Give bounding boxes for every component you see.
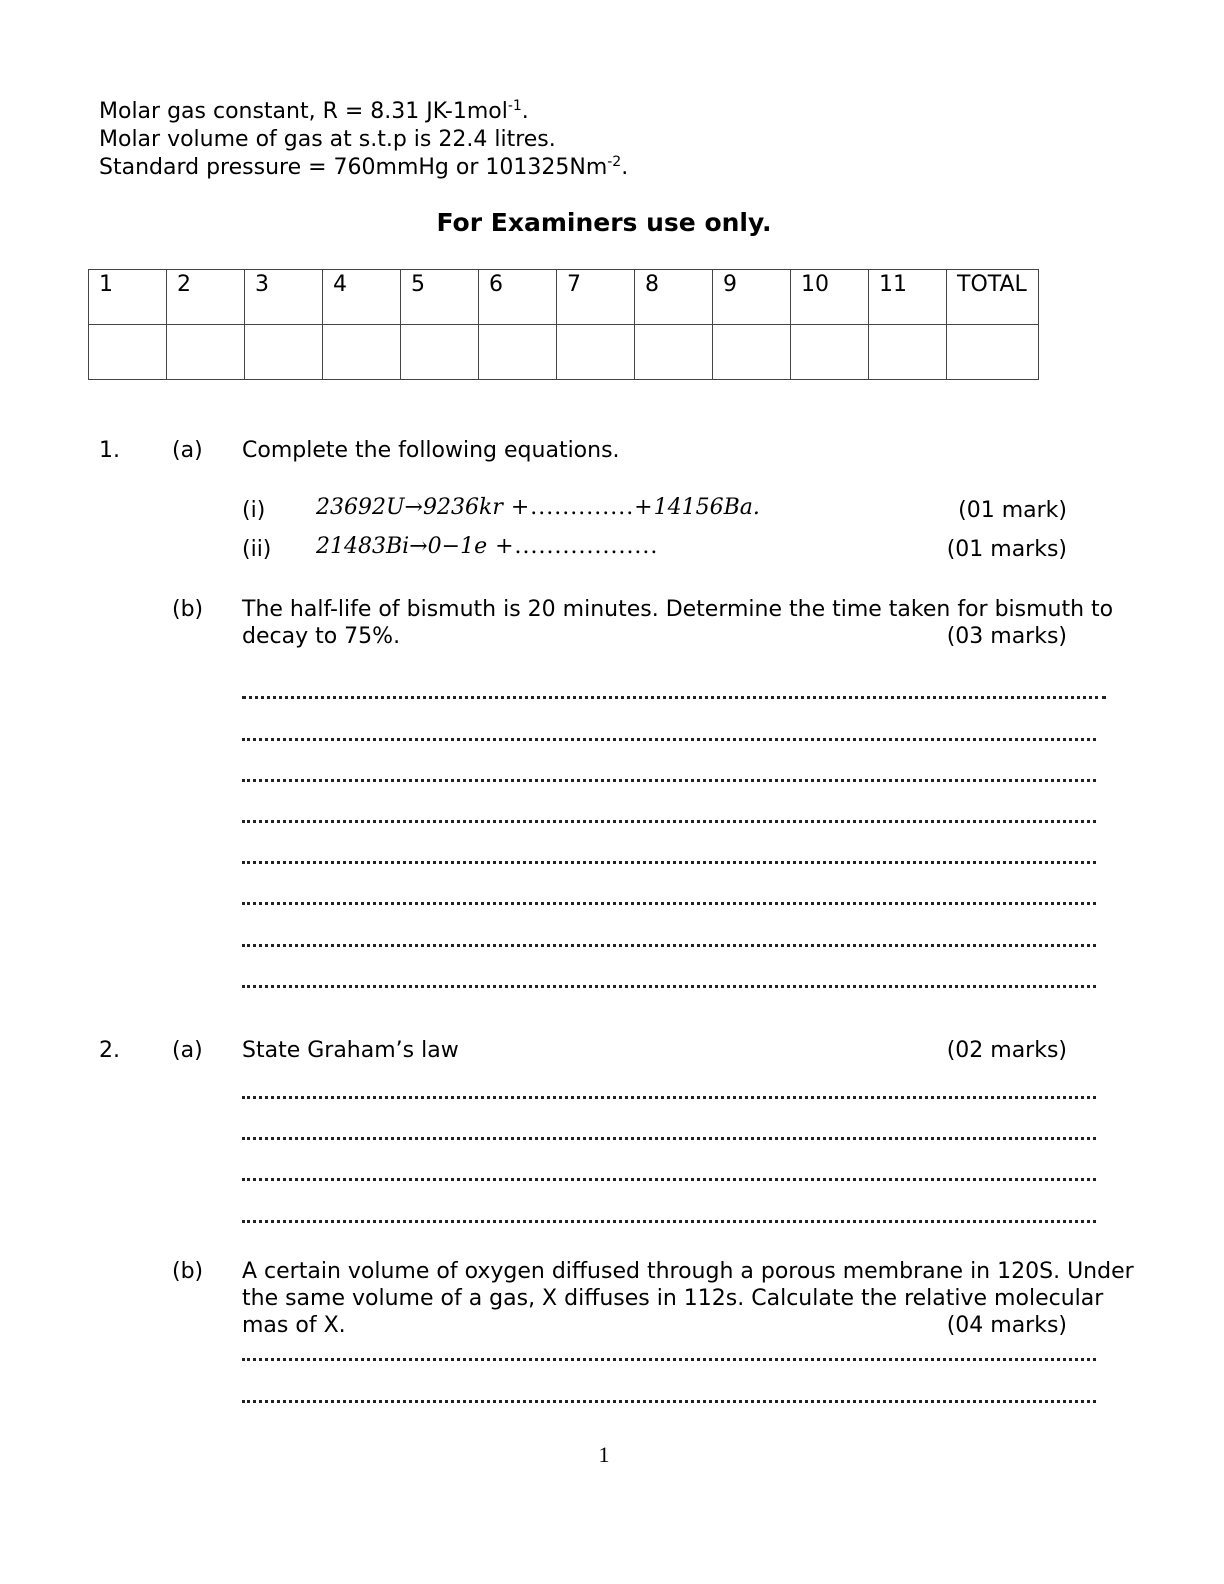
question-2b-text-line2: the same volume of a gas, X diffuses in 112s. Calculate the relative molecular [242,1286,1104,1311]
answer-line[interactable] [242,944,1096,947]
marks-score-cell[interactable] [713,325,791,380]
marks-header-row [89,270,1039,325]
equation-ii [316,534,658,559]
answer-line[interactable] [242,1400,1096,1403]
electron-numbers [428,534,474,559]
uranium-atomic: 92 [358,495,386,520]
bismuth-mass: 214 [316,534,358,559]
marks-score-cell[interactable] [401,325,479,380]
equation-ii-blank[interactable]: +.................. [487,534,659,559]
answer-line[interactable] [242,696,1106,699]
question-2a-label: (a) [172,1038,203,1063]
answer-line[interactable] [242,902,1096,905]
question-1a-text: Complete the following equations. [242,438,620,463]
krypton-atomic: 36 [450,495,479,520]
barium-numbers [654,495,724,520]
marks-col-header: 5 [401,270,479,325]
uranium-numbers [316,495,386,520]
question-2b-marks: (04 marks) [946,1313,1067,1338]
answer-line[interactable] [242,1178,1096,1181]
question-2-number: 2. [99,1038,120,1063]
marks-col-header: 11 [869,270,947,325]
answer-line[interactable] [242,985,1096,988]
marks-score-cell[interactable] [323,325,401,380]
answer-line[interactable] [242,779,1096,782]
marks-score-cell[interactable] [791,325,869,380]
marks-col-header: 10 [791,270,869,325]
standard-pressure-sup: -2 [607,154,622,170]
answer-line[interactable] [242,1137,1096,1140]
question-1a-ii-marks: (01 marks) [946,537,1067,562]
question-2a-text: State Graham’s law [242,1038,459,1063]
electron-atomic: −1 [441,534,475,559]
answer-line[interactable] [242,1358,1096,1361]
marks-col-header: 2 [167,270,245,325]
krypton-symbol: kr [478,495,503,520]
krypton-mass: 92 [422,495,451,520]
question-1b-text-line2: decay to 75%. [242,624,401,649]
question-1a-label: (a) [172,438,203,463]
marks-score-cell[interactable] [479,325,557,380]
equation-i [316,495,760,520]
answer-line[interactable] [242,861,1096,864]
uranium-symbol: U→ [386,495,423,520]
answer-line[interactable] [242,820,1096,823]
electron-symbol: e [474,534,488,559]
question-1b-text-line1: The half-life of bismuth is 20 minutes. Determine the time taken for bismuth to [242,597,1114,622]
standard-pressure-text: Standard pressure = 760mmHg or 101325Nm [99,155,608,180]
bismuth-numbers [316,534,386,559]
answer-line[interactable] [242,738,1096,741]
barium-mass: 141 [653,495,696,520]
question-1b-label: (b) [172,597,204,622]
marks-score-row [89,325,1039,380]
marks-score-cell[interactable] [167,325,245,380]
marks-col-header: 7 [557,270,635,325]
question-2b-text-line3: mas of X. [242,1313,346,1338]
krypton-numbers [423,495,479,520]
bismuth-symbol: Bi→ [386,534,428,559]
marks-score-cell[interactable] [245,325,323,380]
marks-col-header: 6 [479,270,557,325]
marks-col-header: 8 [635,270,713,325]
answer-line[interactable] [242,1096,1096,1099]
uranium-mass: 236 [316,495,358,520]
examiner-marks-table [88,269,1039,380]
electron-mass: 0 [427,534,442,559]
constant-gas-text: Molar gas constant, R = 8.31 JK-1mol [99,99,508,124]
question-1a-ii-label: (ii) [242,537,272,562]
constant-gas-end: . [521,99,529,124]
marks-col-header-total: TOTAL [947,270,1039,325]
examiner-heading: For Examiners use only. [436,208,772,237]
marks-score-cell-total[interactable] [947,325,1039,380]
barium-atomic: 56 [695,495,724,520]
marks-col-header: 3 [245,270,323,325]
marks-score-cell[interactable] [557,325,635,380]
question-1a-i-label: (i) [242,498,266,523]
barium-symbol: Ba. [723,495,760,520]
question-2a-marks: (02 marks) [946,1038,1067,1063]
question-2b-text-line1: A certain volume of oxygen diffused through a porous membrane in 120S. Under [242,1259,1134,1284]
marks-score-cell[interactable] [869,325,947,380]
marks-score-cell[interactable] [635,325,713,380]
standard-pressure-end: . [621,155,629,180]
bismuth-atomic: 83 [358,534,386,559]
marks-col-header: 9 [713,270,791,325]
constant-gas-line [99,98,529,126]
constant-gas-sup: -1 [507,98,522,114]
question-1-number: 1. [99,438,120,463]
marks-score-cell[interactable] [89,325,167,380]
page-number: 1 [598,1442,610,1467]
answer-line[interactable] [242,1220,1096,1223]
marks-col-header: 1 [89,270,167,325]
standard-pressure-line [99,154,628,182]
question-1a-i-marks: (01 mark) [958,498,1067,523]
marks-col-header: 4 [323,270,401,325]
molar-volume-line: Molar volume of gas at s.t.p is 22.4 litres. [99,127,556,152]
question-1b-marks: (03 marks) [946,624,1067,649]
question-2b-label: (b) [172,1259,204,1284]
equation-i-blank[interactable]: +.............+ [502,495,654,520]
